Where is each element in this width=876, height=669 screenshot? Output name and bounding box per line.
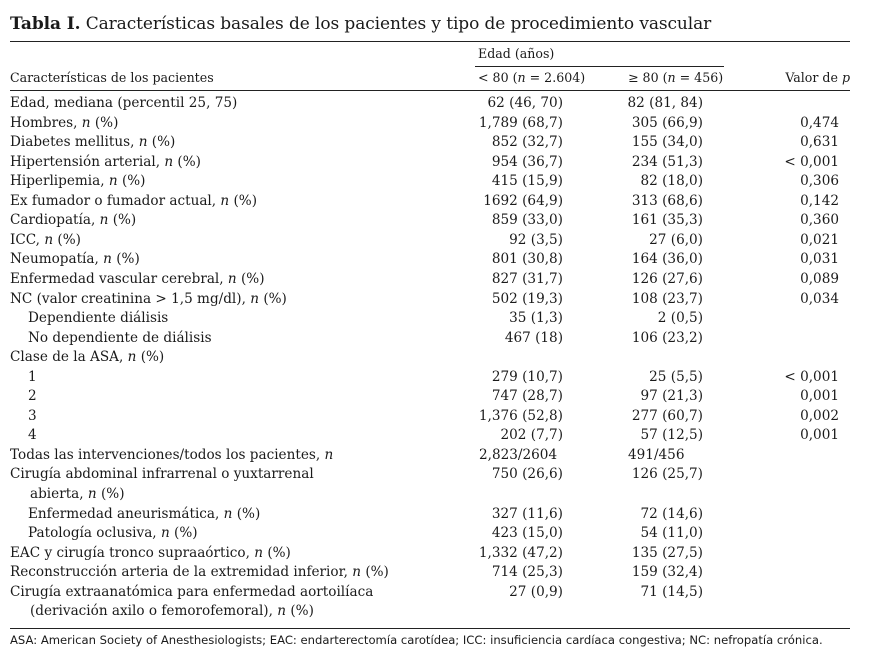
table-footnote: ASA: American Society of Anesthesiologists; EAC: endarterectomía carotídea; ICC: insuficiencia cardíaca congestiva; NC: nefropatía crónica.: [10, 633, 823, 647]
cell-ge80: 72 (14,6): [640, 505, 703, 522]
cell-lt80: 1,789 (68,7): [478, 114, 563, 131]
cell-ge80: 54 (11,0): [640, 525, 703, 542]
cell-ge80: 108 (23,7): [631, 290, 703, 307]
cell-lt80: 62 (46, 70): [487, 95, 563, 111]
table-label: Tabla I.: [10, 14, 81, 34]
row-label: Cardiopatía, n (%): [10, 212, 137, 229]
cell-lt80: 852 (32,7): [491, 134, 563, 151]
cell-lt80: 1692 (64,9): [483, 192, 563, 209]
age-group-header: Edad (años): [478, 46, 555, 61]
cell-pvalue: 0,631: [800, 134, 839, 151]
table-caption: Características basales de los pacientes y tipo de procedimiento vascular: [85, 14, 712, 34]
row-label: Enfermedad aneurismática, n (%): [28, 505, 261, 522]
row-label: NC (valor creatinina > 1,5 mg/dl), n (%): [10, 290, 287, 307]
row-label: Clase de la ASA, n (%): [10, 349, 165, 366]
cell-pvalue: 0,142: [800, 192, 839, 209]
cell-ge80: 161 (35,3): [631, 212, 703, 229]
cell-ge80: 106 (23,2): [631, 329, 703, 346]
cell-ge80: 491/456: [628, 446, 685, 463]
row-label: Hipertensión arterial, n (%): [10, 153, 201, 170]
row-label: Ex fumador o fumador actual, n (%): [10, 192, 258, 209]
row-label: 2: [28, 388, 37, 405]
cell-ge80: 57 (12,5): [640, 427, 703, 444]
cell-lt80: 1,332 (47,2): [478, 544, 563, 561]
cell-lt80: 423 (15,0): [491, 525, 563, 542]
row-label: Dependiente diálisis: [28, 310, 169, 327]
bottom-rule: [10, 628, 850, 629]
cell-lt80: 27 (0,9): [509, 583, 563, 600]
cell-lt80: 714 (25,3): [491, 564, 563, 581]
cell-lt80: 859 (33,0): [491, 212, 563, 229]
row-label: Cirugía abdominal infrarrenal o yuxtarrenal: [10, 466, 314, 483]
row-label: Edad, mediana (percentil 25, 75): [10, 95, 238, 111]
cell-pvalue: 0,021: [800, 231, 839, 248]
cell-ge80: 135 (27,5): [631, 544, 703, 561]
cell-lt80: 415 (15,9): [491, 173, 563, 190]
row-label: Enfermedad vascular cerebral, n (%): [10, 270, 265, 287]
cell-lt80: 92 (3,5): [509, 231, 563, 248]
row-label: 4: [28, 427, 37, 444]
cell-ge80: 164 (36,0): [631, 251, 703, 268]
cell-ge80: 27 (6,0): [649, 231, 703, 248]
cell-lt80: 35 (1,3): [509, 310, 563, 327]
cell-pvalue: 0,474: [800, 114, 839, 131]
cell-lt80: 502 (19,3): [491, 290, 563, 307]
row-label: EAC y cirugía tronco supraaórtico, n (%): [10, 544, 291, 561]
row-label: 1: [28, 368, 37, 385]
lt80-header: < 80 (n = 2.604): [478, 70, 586, 85]
cell-ge80: 97 (21,3): [640, 388, 703, 405]
cell-pvalue: 0,360: [800, 212, 839, 229]
characteristics-header: Características de los pacientes: [10, 70, 214, 85]
row-label: Patología oclusiva, n (%): [28, 525, 198, 542]
cell-pvalue: 0,001: [800, 427, 839, 444]
row-label: abierta, n (%): [30, 486, 125, 502]
cell-ge80: 234 (51,3): [631, 153, 703, 170]
cell-ge80: 71 (14,5): [640, 583, 703, 600]
age-group-rule: [475, 66, 724, 67]
ge80-header: ≥ 80 (n = 456): [628, 70, 724, 85]
cell-pvalue: 0,306: [800, 173, 839, 190]
cell-pvalue: < 0,001: [784, 368, 839, 385]
cell-lt80: 327 (11,6): [491, 505, 563, 522]
row-label: ICC, n (%): [10, 231, 81, 248]
cell-ge80: 25 (5,5): [649, 368, 703, 385]
row-label: Hiperlipemia, n (%): [10, 173, 146, 190]
cell-pvalue: 0,031: [800, 251, 839, 268]
row-label: (derivación axilo o femorofemoral), n (%): [30, 603, 314, 620]
cell-lt80: 747 (28,7): [491, 388, 563, 405]
cell-pvalue: 0,089: [800, 270, 839, 287]
cell-ge80: 305 (66,9): [631, 114, 703, 131]
top-rule: [10, 41, 850, 42]
cell-pvalue: 0,002: [800, 407, 839, 424]
cell-ge80: 2 (0,5): [657, 310, 703, 327]
cell-ge80: 82 (81, 84): [627, 95, 703, 111]
cell-lt80: 279 (10,7): [491, 368, 563, 385]
cell-pvalue: 0,034: [800, 290, 839, 307]
cell-ge80: 126 (25,7): [631, 466, 703, 483]
cell-lt80: 801 (30,8): [491, 251, 563, 268]
cell-lt80: 827 (31,7): [491, 270, 563, 287]
cell-lt80: 750 (26,6): [491, 466, 563, 483]
table-title: [10, 14, 711, 34]
cell-lt80: 467 (18): [504, 329, 563, 346]
row-label: Hombres, n (%): [10, 114, 119, 131]
row-label: No dependiente de diálisis: [28, 329, 212, 346]
cell-ge80: 159 (32,4): [631, 564, 703, 581]
cell-pvalue: < 0,001: [784, 153, 839, 170]
cell-ge80: 313 (68,6): [631, 192, 703, 209]
row-label: Cirugía extraanatómica para enfermedad aortoilíaca: [10, 583, 374, 600]
row-label: 3: [28, 407, 37, 424]
cell-lt80: 2,823/2604: [479, 446, 558, 463]
row-label: Neumopatía, n (%): [10, 251, 140, 268]
cell-pvalue: 0,001: [800, 388, 839, 405]
row-label: Todas las intervenciones/todos los pacientes, n: [10, 446, 334, 463]
cell-ge80: 277 (60,7): [631, 407, 703, 424]
pvalue-header: Valor de p: [785, 70, 850, 85]
cell-ge80: 155 (34,0): [631, 134, 703, 151]
cell-lt80: 954 (36,7): [491, 153, 563, 170]
header-rule: [10, 90, 850, 91]
cell-ge80: 82 (18,0): [640, 173, 703, 190]
row-label: Diabetes mellitus, n (%): [10, 134, 176, 151]
row-label: Reconstrucción arteria de la extremidad inferior, n (%): [10, 564, 389, 581]
cell-ge80: 126 (27,6): [631, 270, 703, 287]
cell-lt80: 202 (7,7): [500, 427, 563, 444]
cell-lt80: 1,376 (52,8): [478, 407, 563, 424]
